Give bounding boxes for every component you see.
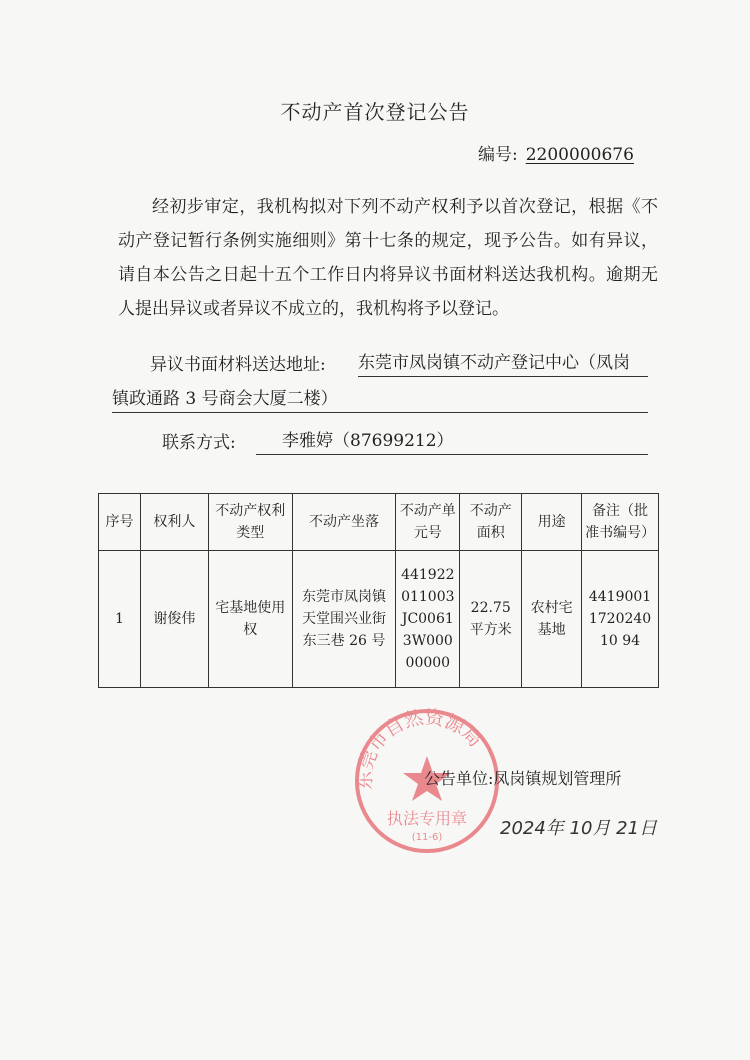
header-cell: 备注（批准书编号） bbox=[582, 494, 659, 551]
seal-center-text: 执法专用章 bbox=[386, 809, 468, 828]
number-label: 编号: bbox=[478, 145, 518, 165]
property-table bbox=[98, 493, 659, 688]
issuer-value: 凤岗镇规划管理所 bbox=[493, 769, 622, 788]
cell-right-type: 宅基地使用权 bbox=[208, 551, 292, 688]
cell-usage: 农村宅基地 bbox=[522, 551, 582, 688]
body-paragraph: 经初步审定，我机构拟对下列不动产权利予以首次登记，根据《不动产登记暂行条例实施细则》第十七条的规定，现予公告。如有异议，请自本公告之日起十五个工作日内将异议书面材料送达我机构。逾期无人提出异议或者异议不成立的，我机构将予以登记。 bbox=[118, 197, 658, 319]
signature-date: 2024年 10月 21日 bbox=[500, 818, 658, 839]
seal-sub-text: (11-6) bbox=[411, 832, 443, 843]
page-title: 不动产首次登记公告 bbox=[280, 100, 470, 124]
cell-unit-number: 441922011003JC00613W00000000 bbox=[396, 551, 460, 688]
header-cell: 不动产面积 bbox=[460, 494, 522, 551]
issuer-label: 公告单位: bbox=[424, 769, 494, 788]
contact-value: 李雅婷（87699212） bbox=[256, 428, 648, 455]
cell-index: 1 bbox=[99, 551, 141, 688]
number-value: 2200000676 bbox=[525, 145, 634, 165]
table-row bbox=[99, 551, 659, 688]
header-cell: 序号 bbox=[99, 494, 141, 551]
address-value-line2: 镇政通路 3 号商会大厦二楼） bbox=[112, 386, 648, 413]
document-number bbox=[478, 140, 634, 165]
cell-location: 东莞市凤岗镇天堂围兴业街东三巷 26 号 bbox=[292, 551, 396, 688]
header-cell: 权利人 bbox=[140, 494, 208, 551]
cell-owner: 谢俊伟 bbox=[140, 551, 208, 688]
contact-label: 联系方式: bbox=[162, 433, 236, 453]
header-cell: 不动产坐落 bbox=[292, 494, 396, 551]
seal-ring-text: 东莞市自然资源局 bbox=[353, 706, 487, 791]
header-cell: 不动产单元号 bbox=[396, 494, 460, 551]
address-label: 异议书面材料送达地址: bbox=[150, 355, 326, 375]
issuer bbox=[424, 766, 621, 789]
cell-remark: 4419001172024010 94 bbox=[582, 551, 659, 688]
header-cell: 不动产权利类型 bbox=[208, 494, 292, 551]
cell-area: 22.75 平方米 bbox=[460, 551, 522, 688]
address-value-line1: 东莞市凤岗镇不动产登记中心（凤岗 bbox=[358, 350, 648, 377]
table-header-row bbox=[99, 494, 659, 551]
header-cell: 用途 bbox=[522, 494, 582, 551]
